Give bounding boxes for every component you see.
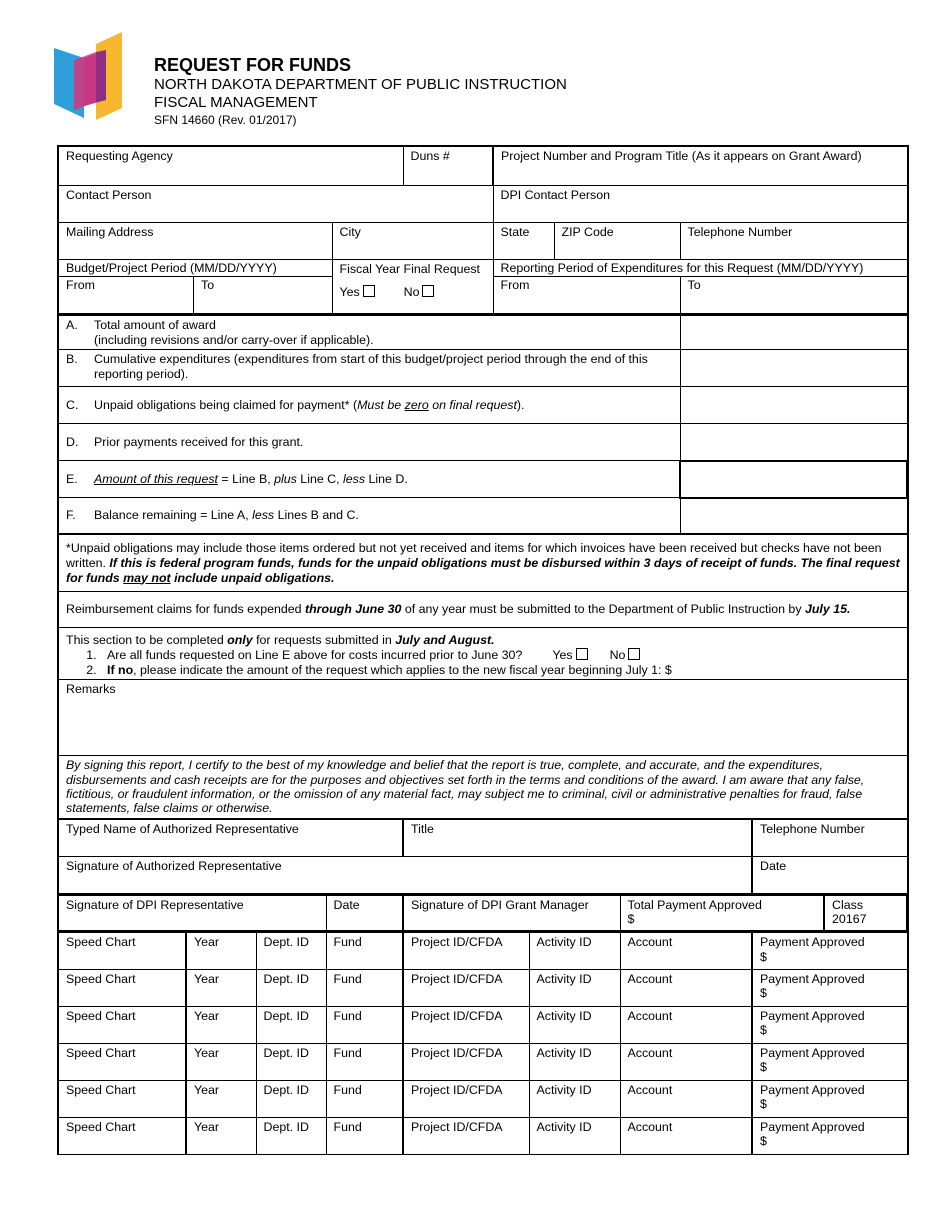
line-e: E. Amount of this request = Line B, plus Line C, less Line D. (59, 461, 680, 498)
dept-id-field[interactable]: Dept. ID (256, 932, 326, 969)
dpi-table (59, 894, 907, 932)
reimbursement-note: Reimbursement claims for funds expended through June 30 of any year must be submitted to the Department of Public Instruction by July 15. (59, 592, 907, 628)
speed-chart-row (59, 1080, 907, 1117)
dept-id-field[interactable]: Dept. ID (256, 969, 326, 1006)
payment-approved-field[interactable]: Payment Approved $ (752, 969, 907, 1006)
city-field[interactable]: City (332, 222, 493, 259)
account-field[interactable]: Account (620, 1080, 752, 1117)
class-field: Class 20167 (824, 895, 907, 931)
requesting-agency-field[interactable]: Requesting Agency (59, 147, 403, 185)
fy-final-request: Fiscal Year Final Request Yes No (332, 260, 493, 314)
year-field[interactable]: Year (186, 1117, 256, 1154)
fund-field[interactable]: Fund (326, 1080, 403, 1117)
form-title: REQUEST FOR FUNDS (154, 55, 352, 75)
speed-chart-field[interactable]: Speed Chart (59, 1117, 186, 1154)
budget-to-field[interactable]: To (201, 277, 215, 292)
fund-field[interactable]: Fund (326, 1006, 403, 1043)
activity-id-field[interactable]: Activity ID (529, 1006, 620, 1043)
signature-table (59, 819, 907, 894)
fund-field[interactable]: Fund (326, 1043, 403, 1080)
fund-field[interactable]: Fund (326, 969, 403, 1006)
dept-id-field[interactable]: Dept. ID (256, 1080, 326, 1117)
dpi-contact-field[interactable]: DPI Contact Person (493, 185, 907, 222)
payment-approved-field[interactable]: Payment Approved $ (752, 1080, 907, 1117)
state-field[interactable]: State (493, 222, 554, 259)
speed-chart-row (59, 932, 907, 969)
line-f-amount[interactable] (680, 498, 907, 534)
speed-chart-row (59, 1043, 907, 1080)
fund-field[interactable]: Fund (326, 932, 403, 969)
line-d-amount[interactable] (680, 424, 907, 461)
fy-final-yes-checkbox[interactable] (363, 285, 375, 297)
speed-chart-field[interactable]: Speed Chart (59, 969, 186, 1006)
line-e-amount[interactable] (680, 461, 907, 498)
account-field[interactable]: Account (620, 969, 752, 1006)
year-field[interactable]: Year (186, 1006, 256, 1043)
typed-name-field[interactable]: Typed Name of Authorized Representative (59, 819, 403, 856)
question-1: 1. Are all funds requested on Line E above for costs incurred prior to June 30? Yes No (100, 648, 900, 663)
line-b-amount[interactable] (680, 350, 907, 387)
reporting-period-group (493, 260, 907, 314)
rep-telephone-field[interactable]: Telephone Number (752, 819, 907, 856)
line-a-amount[interactable] (680, 315, 907, 350)
zip-field[interactable]: ZIP Code (554, 222, 680, 259)
line-c: C. Unpaid obligations being claimed for payment* (Must be zero on final request). (59, 387, 680, 424)
year-field[interactable]: Year (186, 1080, 256, 1117)
fund-field[interactable]: Fund (326, 1117, 403, 1154)
reporting-to-field[interactable]: To (687, 277, 701, 292)
year-field[interactable]: Year (186, 1043, 256, 1080)
question-2: 2. If no, please indicate the amount of the request which applies to the new fiscal year beginning July 1: $ (100, 663, 900, 678)
account-field[interactable]: Account (620, 932, 752, 969)
july-august-section: This section to be completed only for requests submitted in July and August. 1. Are all funds requested on Line E above for costs incurred prior to June 30? Yes No 2. If no, please indicate the amount of the request which applies to the new fiscal year beginning July 1: $ (59, 628, 907, 680)
reporting-from-field[interactable]: From (494, 277, 681, 313)
activity-id-field[interactable]: Activity ID (529, 969, 620, 1006)
q1-yes-checkbox[interactable] (576, 648, 588, 660)
fy-final-no-checkbox[interactable] (422, 285, 434, 297)
dept-id-field[interactable]: Dept. ID (256, 1117, 326, 1154)
line-b: B. Cumulative expenditures (expenditures from start of this budget/project period through the end of this reporting period). (59, 350, 680, 387)
division-name: FISCAL MANAGEMENT (154, 94, 318, 111)
account-field[interactable]: Account (620, 1006, 752, 1043)
project-id-field[interactable]: Project ID/CFDA (403, 932, 529, 969)
dpi-rep-signature-field[interactable]: Signature of DPI Representative (59, 895, 326, 931)
account-field[interactable]: Account (620, 1117, 752, 1154)
speed-chart-row (59, 969, 907, 1006)
speed-chart-field[interactable]: Speed Chart (59, 932, 186, 969)
speed-chart-row (59, 1117, 907, 1154)
project-title-field[interactable]: Project Number and Program Title (As it appears on Grant Award) (493, 147, 907, 185)
activity-id-field[interactable]: Activity ID (529, 1043, 620, 1080)
ndpi-logo (52, 30, 126, 122)
agency-info-table (59, 147, 907, 260)
activity-id-field[interactable]: Activity ID (529, 1080, 620, 1117)
payment-approved-field[interactable]: Payment Approved $ (752, 1043, 907, 1080)
account-field[interactable]: Account (620, 1043, 752, 1080)
payment-approved-field[interactable]: Payment Approved $ (752, 1006, 907, 1043)
unpaid-obligations-note: *Unpaid obligations may include those items ordered but not yet received and items for which invoices have been received but checks have not been written. If this is federal program funds, funds for the unpaid obligations must be disbursed within 3 days of receipt of funds. The final request for funds may not include unpaid obligations. (59, 535, 907, 592)
line-f: F. Balance remaining = Line A, less Lines B and C. (59, 498, 680, 534)
duns-field[interactable]: Duns # (403, 147, 493, 185)
period-table (59, 260, 907, 315)
project-id-field[interactable]: Project ID/CFDA (403, 1080, 529, 1117)
speed-chart-field[interactable]: Speed Chart (59, 1006, 186, 1043)
signature-date-field[interactable]: Date (752, 856, 907, 893)
grant-manager-signature-field[interactable]: Signature of DPI Grant Manager (403, 895, 620, 931)
line-a: A. Total amount of award (including revisions and/or carry-over if applicable). (59, 315, 680, 350)
dpi-date-field[interactable]: Date (326, 895, 403, 931)
title-field[interactable]: Title (403, 819, 752, 856)
mailing-address-field[interactable]: Mailing Address (59, 222, 332, 259)
total-payment-field[interactable]: Total Payment Approved $ (620, 895, 824, 931)
form-number: SFN 14660 (Rev. 01/2017) (154, 113, 297, 127)
year-field[interactable]: Year (186, 969, 256, 1006)
notes-table (59, 534, 907, 819)
line-items-table (59, 314, 908, 534)
speed-chart-table (59, 931, 907, 1155)
contact-person-field[interactable]: Contact Person (59, 185, 493, 222)
payment-approved-field[interactable]: Payment Approved $ (752, 932, 907, 969)
speed-chart-field[interactable]: Speed Chart (59, 1080, 186, 1117)
signature-field[interactable]: Signature of Authorized Representative (59, 856, 752, 893)
budget-period-label: Budget/Project Period (MM/DD/YYYY) (59, 260, 332, 277)
line-c-amount[interactable] (680, 387, 907, 424)
dept-id-field[interactable]: Dept. ID (256, 1006, 326, 1043)
project-id-field[interactable]: Project ID/CFDA (403, 1117, 529, 1154)
remarks-field[interactable]: Remarks (59, 680, 907, 756)
activity-id-field[interactable]: Activity ID (529, 932, 620, 969)
reporting-period-label: Reporting Period of Expenditures for this Request (MM/DD/YYYY) (494, 260, 908, 277)
payment-approved-field[interactable]: Payment Approved $ (752, 1117, 907, 1154)
dept-id-field[interactable]: Dept. ID (256, 1043, 326, 1080)
q1-no-checkbox[interactable] (628, 648, 640, 660)
budget-period-group (59, 260, 332, 314)
activity-id-field[interactable]: Activity ID (529, 1117, 620, 1154)
project-id-field[interactable]: Project ID/CFDA (403, 1006, 529, 1043)
certification-statement: By signing this report, I certify to the best of my knowledge and belief that the report is true, complete, and accurate, and the expenditures, disbursements and cash receipts are for the purposes and objectives set forth in the terms and conditions of the award. I am aware that any false, fictitious, or fraudulent information, or the omission of any material fact, may subject me to criminal, civil or administrative penalties for fraud, false statements, false claims or otherwise. (59, 756, 907, 819)
form-header (154, 56, 567, 126)
line-d: D. Prior payments received for this grant. (59, 424, 680, 461)
department-name: NORTH DAKOTA DEPARTMENT OF PUBLIC INSTRUCTION (154, 76, 567, 93)
speed-chart-row (59, 1006, 907, 1043)
project-id-field[interactable]: Project ID/CFDA (403, 1043, 529, 1080)
year-field[interactable]: Year (186, 932, 256, 969)
speed-chart-field[interactable]: Speed Chart (59, 1043, 186, 1080)
telephone-field[interactable]: Telephone Number (680, 222, 907, 259)
project-id-field[interactable]: Project ID/CFDA (403, 969, 529, 1006)
budget-from-field[interactable]: From (59, 277, 194, 313)
request-form (57, 145, 909, 1155)
